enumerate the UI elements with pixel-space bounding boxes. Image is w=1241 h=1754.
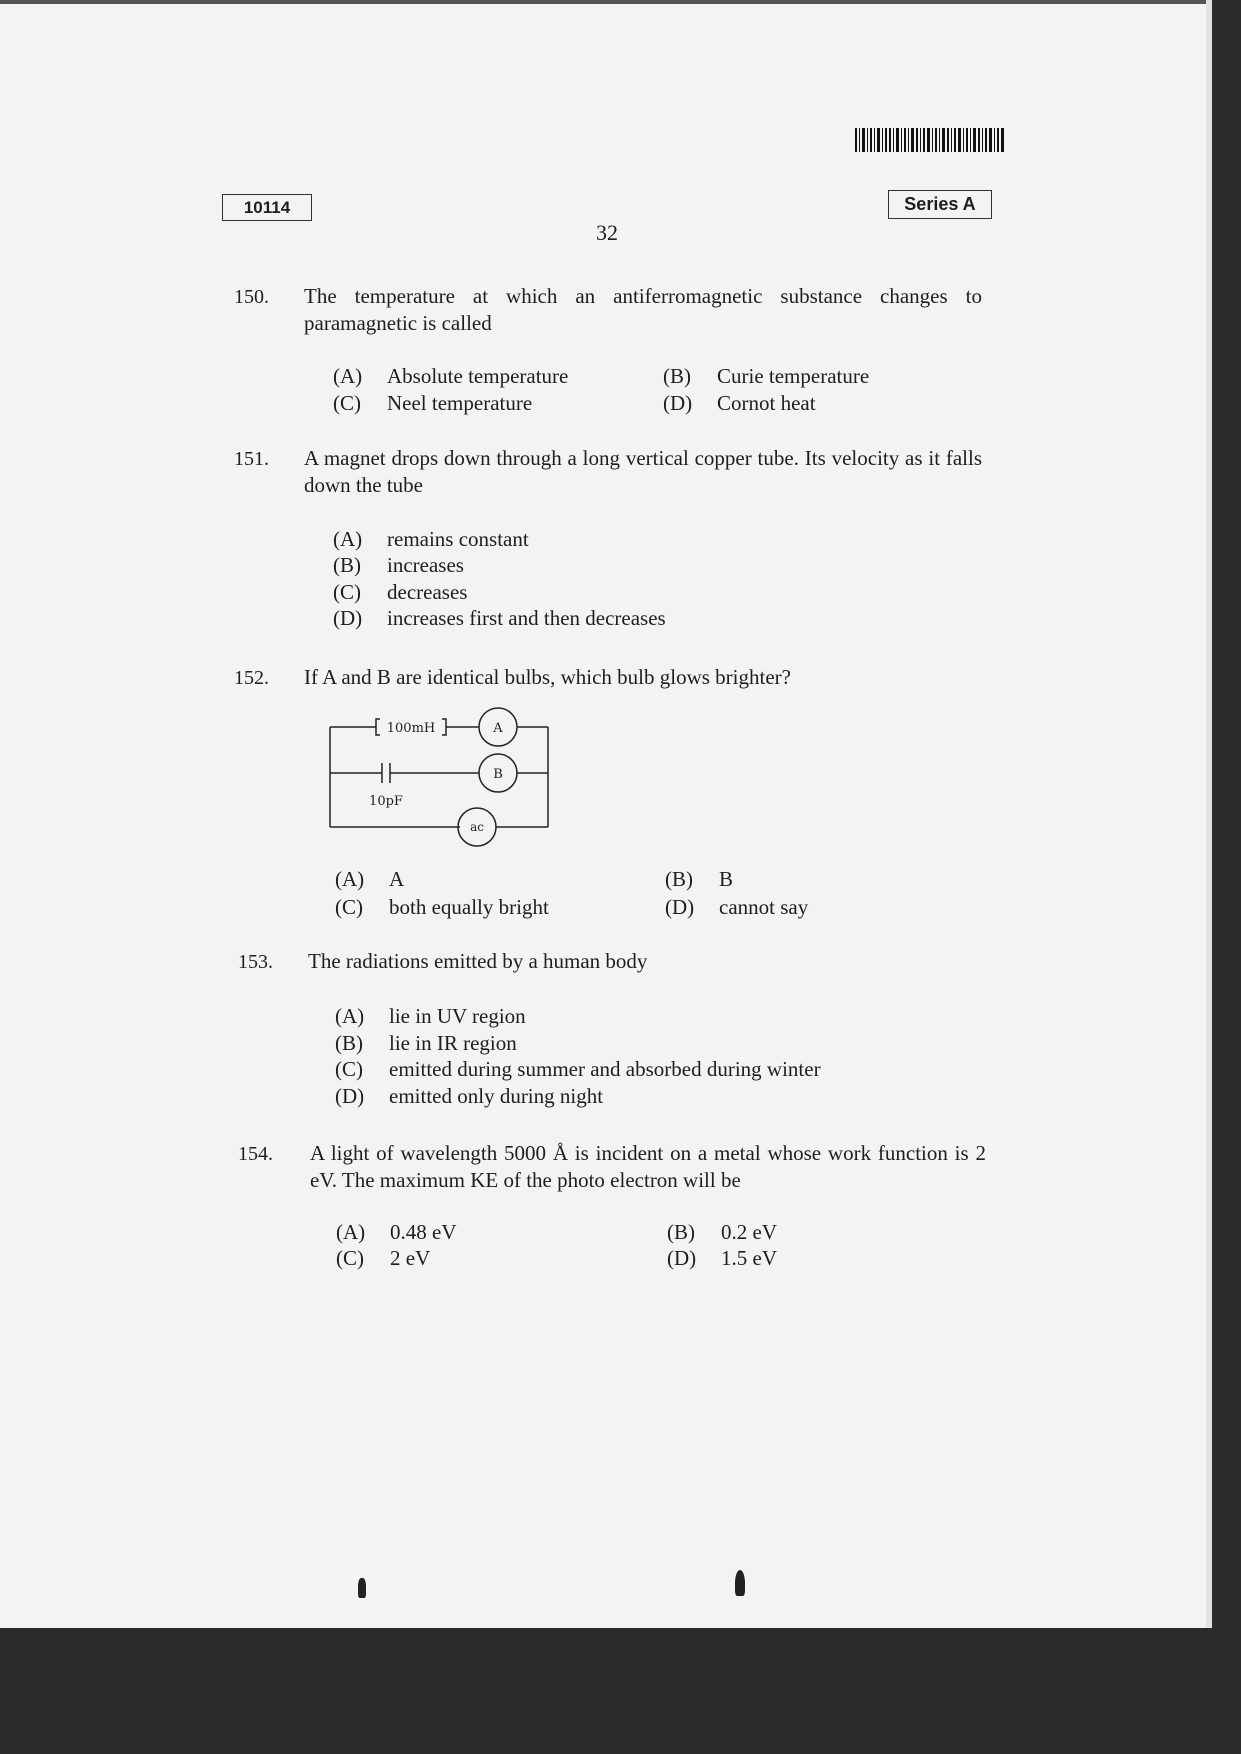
option-d: (D) increases first and then decreases: [333, 606, 666, 630]
option-b: (B) lie in IR region: [335, 1031, 517, 1055]
ac-source-label: ac: [470, 820, 484, 834]
series-label-box: Series A: [888, 190, 992, 219]
circuit-diagram: [320, 700, 560, 860]
option-d: (D) Cornot heat: [663, 391, 816, 415]
option-b: (B) increases: [333, 553, 464, 577]
question-text: The radiations emitted by a human body: [308, 949, 648, 973]
option-c: (C) both equally bright: [335, 895, 549, 919]
question-number: 153.: [238, 951, 273, 973]
inductor-label: 100mH: [386, 721, 436, 736]
option-a: (A) A: [335, 867, 405, 891]
bulb-a-label: A: [493, 721, 503, 736]
ink-smudge-mark: [735, 1570, 745, 1596]
bulb-b-label: B: [493, 767, 503, 782]
option-d: (D) 1.5 eV: [667, 1246, 777, 1270]
option-a: (A) remains constant: [333, 527, 529, 551]
option-b: (B) Curie temperature: [663, 364, 870, 388]
option-b: (B) 0.2 eV: [667, 1220, 777, 1244]
barcode-image: [855, 128, 1005, 152]
option-d: (D) cannot say: [665, 895, 809, 919]
question-number: 150.: [234, 286, 269, 308]
option-a: (A) 0.48 eV: [336, 1220, 457, 1244]
option-a: (A) Absolute temperature: [333, 364, 569, 388]
option-a: (A) lie in UV region: [335, 1004, 526, 1028]
inductor-right-bracket: [442, 719, 446, 735]
option-b: (B) B: [665, 867, 734, 891]
option-c: (C) 2 eV: [336, 1246, 431, 1270]
ink-smudge-mark: [358, 1578, 366, 1598]
inductor-left-bracket: [376, 719, 380, 735]
option-c: (C) Neel temperature: [333, 391, 533, 415]
page-number: 32: [596, 220, 618, 245]
capacitor-label: 10pF: [369, 794, 403, 809]
question-text: The temperature at which an antiferromagnetic substance changes to paramagnetic is called: [304, 284, 982, 335]
scan-right-edge: [1206, 0, 1212, 1628]
question-text: A light of wavelength 5000 Å is incident on a metal whose work function is 2 eV. The maximum KE of the photo electron will be: [310, 1141, 986, 1192]
option-c: (C) emitted during summer and absorbed during winter: [335, 1057, 821, 1081]
question-number: 154.: [238, 1143, 273, 1165]
question-number: 151.: [234, 448, 269, 470]
question-text: If A and B are identical bulbs, which bulb glows brighter?: [304, 665, 791, 689]
option-c: (C) decreases: [333, 580, 468, 604]
option-d: (D) emitted only during night: [335, 1084, 604, 1108]
question-number: 152.: [234, 667, 269, 689]
question-text: A magnet drops down through a long vertical copper tube. Its velocity as it falls down the tube: [304, 446, 982, 497]
paper-code-box: 10114: [222, 194, 312, 221]
scan-edge-shadow: [0, 0, 1212, 4]
